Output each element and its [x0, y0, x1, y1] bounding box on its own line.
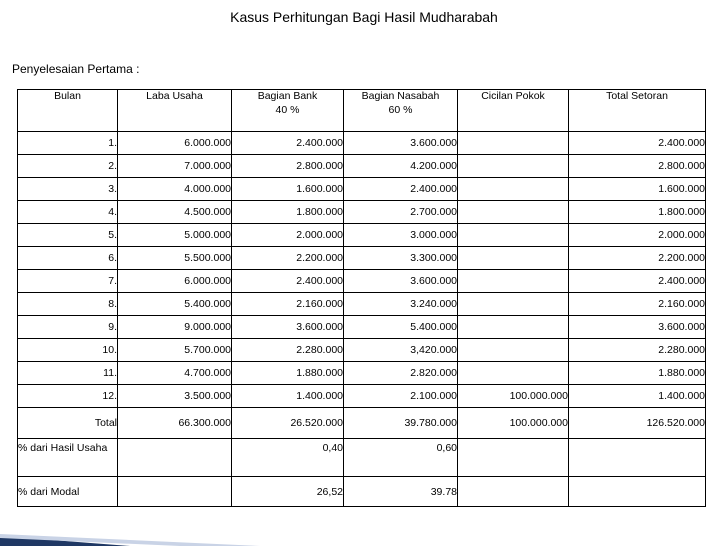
- total-laba-usaha: 66.300.000: [118, 408, 232, 439]
- cell-bulan: 1.: [18, 132, 118, 155]
- cell-bagian-bank: 2.000.000: [232, 224, 344, 247]
- page-title: Kasus Perhitungan Bagi Hasil Mudharabah: [230, 9, 498, 25]
- cell-cicilan-pokok: [458, 178, 569, 201]
- pct-modal-label: % dari Modal: [18, 477, 118, 507]
- cell-cicilan-pokok: [458, 224, 569, 247]
- decorative-bottom-border: [0, 534, 728, 546]
- pct-modal-row: [18, 477, 706, 507]
- header-bagian-nasabah-label: Bagian Nasabah: [361, 90, 440, 102]
- cell-bagian-bank: 3.600.000: [232, 316, 344, 339]
- header-bulan: [18, 90, 118, 132]
- cell-bulan: 9.: [18, 316, 118, 339]
- cell-laba-usaha: 5.500.000: [118, 247, 232, 270]
- cell-laba-usaha: 4.500.000: [118, 201, 232, 224]
- cell-bulan: 6.: [18, 247, 118, 270]
- cell-bagian-bank: 1.400.000: [232, 385, 344, 408]
- cell-bagian-bank: 2.400.000: [232, 132, 344, 155]
- cell-cicilan-pokok: 100.000.000: [458, 385, 569, 408]
- pct-hasil-cicilan: [458, 439, 569, 477]
- total-setoran: 126.520.000: [569, 408, 706, 439]
- header-bulan-label: Bulan: [54, 90, 81, 102]
- cell-bulan: 2.: [18, 155, 118, 178]
- cell-cicilan-pokok: [458, 339, 569, 362]
- cell-total-setoran: 3.600.000: [569, 316, 706, 339]
- cell-bagian-bank: 2.160.000: [232, 293, 344, 316]
- table-row: [18, 132, 706, 155]
- cell-bagian-nasabah: 2.700.000: [344, 201, 458, 224]
- total-label: Total: [18, 408, 118, 439]
- cell-bagian-bank: 1.800.000: [232, 201, 344, 224]
- header-bagian-bank-label: Bagian Bank: [257, 90, 318, 102]
- cell-bagian-nasabah: 2.100.000: [344, 385, 458, 408]
- cell-total-setoran: 2.400.000: [569, 270, 706, 293]
- cell-laba-usaha: 4.000.000: [118, 178, 232, 201]
- total-cicilan-pokok: 100.000.000: [458, 408, 569, 439]
- cell-bulan: 8.: [18, 293, 118, 316]
- header-total-setoran: [569, 90, 706, 132]
- table-row: [18, 293, 706, 316]
- table-row: [18, 155, 706, 178]
- cell-bulan: 12.: [18, 385, 118, 408]
- pct-hasil-row: [18, 439, 706, 477]
- cell-bagian-nasabah: 5.400.000: [344, 316, 458, 339]
- table-row: [18, 178, 706, 201]
- cell-bagian-bank: 1.600.000: [232, 178, 344, 201]
- cell-bagian-bank: 1.880.000: [232, 362, 344, 385]
- cell-bagian-bank: 2.280.000: [232, 339, 344, 362]
- pct-hasil-laba: [118, 439, 232, 477]
- cell-total-setoran: 2.800.000: [569, 155, 706, 178]
- profit-sharing-table: [17, 89, 706, 507]
- cell-bagian-nasabah: 3.600.000: [344, 132, 458, 155]
- cell-laba-usaha: 4.700.000: [118, 362, 232, 385]
- cell-total-setoran: 1.600.000: [569, 178, 706, 201]
- cell-bagian-nasabah: 3.600.000: [344, 270, 458, 293]
- cell-total-setoran: 2.400.000: [569, 132, 706, 155]
- table-header-row: [18, 90, 706, 132]
- cell-bagian-nasabah: 2.820.000: [344, 362, 458, 385]
- table-row: [18, 362, 706, 385]
- cell-laba-usaha: 6.000.000: [118, 132, 232, 155]
- cell-cicilan-pokok: [458, 362, 569, 385]
- cell-bulan: 5.: [18, 224, 118, 247]
- total-bagian-nasabah: 39.780.000: [344, 408, 458, 439]
- cell-bulan: 4.: [18, 201, 118, 224]
- header-bagian-nasabah-pct: 60 %: [388, 104, 413, 116]
- cell-laba-usaha: 9.000.000: [118, 316, 232, 339]
- cell-total-setoran: 2.160.000: [569, 293, 706, 316]
- cell-bagian-bank: 2.200.000: [232, 247, 344, 270]
- cell-bagian-nasabah: 3.000.000: [344, 224, 458, 247]
- pct-hasil-setoran: [569, 439, 706, 477]
- header-cicilan-pokok-label: Cicilan Pokok: [481, 90, 545, 102]
- cell-total-setoran: 1.800.000: [569, 201, 706, 224]
- header-total-setoran-label: Total Setoran: [606, 90, 668, 102]
- cell-total-setoran: 2.200.000: [569, 247, 706, 270]
- table-row: [18, 339, 706, 362]
- cell-bulan: 7.: [18, 270, 118, 293]
- table-row: [18, 247, 706, 270]
- cell-laba-usaha: 3.500.000: [118, 385, 232, 408]
- cell-total-setoran: 2.000.000: [569, 224, 706, 247]
- table-row: [18, 224, 706, 247]
- header-cicilan-pokok: [458, 90, 569, 132]
- cell-total-setoran: 1.880.000: [569, 362, 706, 385]
- cell-laba-usaha: 7.000.000: [118, 155, 232, 178]
- pct-hasil-bank: 0,40: [232, 439, 344, 477]
- cell-cicilan-pokok: [458, 247, 569, 270]
- total-bagian-bank: 26.520.000: [232, 408, 344, 439]
- cell-cicilan-pokok: [458, 132, 569, 155]
- cell-bagian-nasabah: 3.240.000: [344, 293, 458, 316]
- cell-cicilan-pokok: [458, 270, 569, 293]
- pct-hasil-label: % dari Hasil Usaha: [18, 439, 118, 477]
- cell-laba-usaha: 5.700.000: [118, 339, 232, 362]
- cell-cicilan-pokok: [458, 316, 569, 339]
- cell-bagian-nasabah: 2.400.000: [344, 178, 458, 201]
- cell-bagian-nasabah: 4.200.000: [344, 155, 458, 178]
- cell-cicilan-pokok: [458, 201, 569, 224]
- cell-bulan: 3.: [18, 178, 118, 201]
- cell-bagian-nasabah: 3.300.000: [344, 247, 458, 270]
- pct-modal-setoran: [569, 477, 706, 507]
- cell-bagian-bank: 2.400.000: [232, 270, 344, 293]
- header-laba-usaha-label: Laba Usaha: [146, 90, 203, 102]
- table-row: [18, 270, 706, 293]
- cell-bagian-nasabah: 3,420.000: [344, 339, 458, 362]
- cell-laba-usaha: 6.000.000: [118, 270, 232, 293]
- header-laba-usaha: [118, 90, 232, 132]
- pct-modal-nasabah: 39.78: [344, 477, 458, 507]
- pct-hasil-nasabah: 0,60: [344, 439, 458, 477]
- table-row: [18, 385, 706, 408]
- pct-modal-cicilan: [458, 477, 569, 507]
- cell-cicilan-pokok: [458, 155, 569, 178]
- total-row: [18, 408, 706, 439]
- pct-modal-laba: [118, 477, 232, 507]
- cell-laba-usaha: 5.000.000: [118, 224, 232, 247]
- table-row: [18, 201, 706, 224]
- header-bagian-bank-pct: 40 %: [275, 104, 300, 116]
- cell-cicilan-pokok: [458, 293, 569, 316]
- cell-bulan: 11.: [18, 362, 118, 385]
- header-bagian-bank: [232, 90, 344, 132]
- cell-bagian-bank: 2.800.000: [232, 155, 344, 178]
- cell-laba-usaha: 5.400.000: [118, 293, 232, 316]
- cell-total-setoran: 2.280.000: [569, 339, 706, 362]
- pct-modal-bank: 26,52: [232, 477, 344, 507]
- header-bagian-nasabah: [344, 90, 458, 132]
- table-row: [18, 316, 706, 339]
- section-subtitle: Penyelesaian Pertama :: [12, 62, 140, 76]
- cell-bulan: 10.: [18, 339, 118, 362]
- cell-total-setoran: 1.400.000: [569, 385, 706, 408]
